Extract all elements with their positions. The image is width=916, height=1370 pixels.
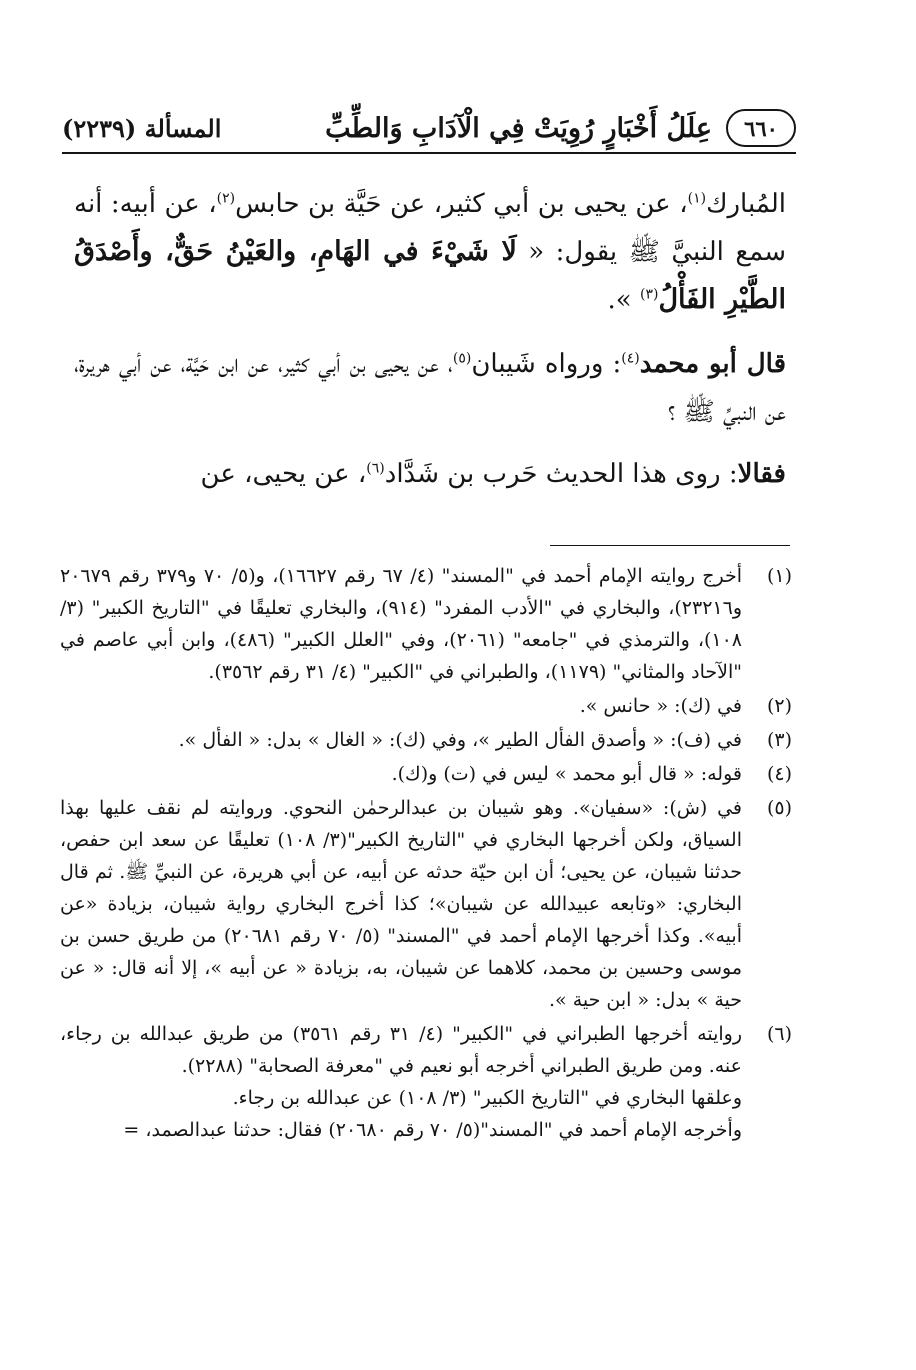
- footnote-item: [60, 1018, 792, 1146]
- text-run: ».: [607, 285, 640, 315]
- footnote-line: قوله: « قال أبو محمد » ليس في (ت) و(ك).: [391, 763, 742, 785]
- footnote-item: [60, 690, 792, 722]
- footnote-line: وأخرجه الإمام أحمد في "المسند"(٥/ ٧٠ رقم ٢٠٦٨٠) فقال: حدثنا عبدالصمد، =: [123, 1119, 742, 1141]
- footnote-text: [60, 758, 742, 790]
- issue-number: المسألة (٢٢٣٩): [62, 113, 222, 143]
- footnote-line: في (ف): « وأصدق الفأل الطير »، وفي (ك): « الغال » بدل: « الفأل ».: [178, 729, 742, 751]
- footnote-marker: (٤): [621, 350, 640, 367]
- footnote-item: [60, 560, 792, 688]
- footnote-marker: (٦): [366, 460, 385, 477]
- paragraph-question: [74, 340, 786, 436]
- footnote-line: أخرج روايته الإمام أحمد في "المسند" (٤/ ٦٧ رقم ١٦٦٢٧)، و(٥/ ٧٠ و٣٧٩ رقم ٢٠٦٧٩ و٢٣٢١٦)، والبخاري في "الأدب المفرد" (٩١٤)، والبخاري تعليقًا في "التاريخ الكبير" (٣/ ١٠٨)، والترمذي في "جامعه" (٢٠٦١)، وفي "العلل الكبير" (٤٨٦)، وابن أبي عاصم في "الآحاد والمثاني" (١١٧٩)، والطبراني في "الكبير" (٤/ ٣١ رقم ٣٥٦٢).: [60, 565, 742, 683]
- footnote-text: [60, 1018, 742, 1146]
- text-run: المُبارك: [706, 189, 786, 219]
- footnote-number: (٢): [766, 695, 792, 717]
- footnote-number: (٤): [766, 763, 792, 785]
- footnote-marker: (٣): [639, 286, 659, 303]
- footnote-item: [60, 758, 792, 790]
- text-run: : روى هذا الحديث حَرب بن شَدَّاد: [384, 459, 738, 489]
- footnote-text: [60, 690, 742, 722]
- text-run: ، عن يحيى بن أبي كثير، عن حَيَّة بن حابس: [235, 189, 688, 219]
- footnotes: [60, 560, 792, 1148]
- page-header: [62, 106, 796, 150]
- header-divider: [62, 152, 796, 154]
- footnote-number: (٥): [766, 797, 792, 819]
- footnote-number: (٦): [766, 1023, 792, 1045]
- footnote-marker: (٢): [216, 190, 236, 207]
- footnote-line: وعلقها البخاري في "التاريخ الكبير" (٣/ ١٠٨) عن عبدالله بن رجاء.: [232, 1087, 742, 1109]
- footnote-marker: (٥): [452, 350, 472, 367]
- footnote-text: [60, 792, 742, 1016]
- text-run: ، عن يحيى بن أبي كثير، عن ابن حَيَّة، عن أبي هريرة، عن النبيِّ ﷺ ؟: [74, 349, 786, 427]
- footnote-line: في (ش): «سفيان». وهو شيبان بن عبدالرحمٰن النحوي. وروايته لم نقف عليها بهذا السياق، ولكن أخرجها البخاري في "التاريخ الكبير"(٣/ ١٠٨) تعليقًا عن سعد ابن حفص، حدثنا شيبان، عن يحيى؛ أن ابن حيّة حدثه عن أبيه، عن أبي هريرة، عن النبيِّ ﷺ. ثم قال البخاري: «وتابعه عبيدالله عن شيبان»؛ كذا أخرج البخاري رواية شيبان، بزيادة «عن أبيه». وكذا أخرجها الإمام أحمد في "المسند" (٥/ ٧٠ رقم ٢٠٦٨١) من طريق حسن بن موسى وحسين بن محمد، كلاهما عن شيبان، به، بزيادة « عن أبيه »، إلا أنه قال: « عن حية » بدل: « ابن حية ».: [60, 797, 742, 1011]
- speaker-label: فقالا: [737, 459, 786, 489]
- running-title: عِلَلُ أَخْبَارٍ رُوِيَتْ فِي الْآدَابِ وَالطِّبِّ: [325, 112, 712, 144]
- paragraph-hadith: [74, 180, 786, 324]
- footnote-line: روايته أخرجها الطبراني في "الكبير" (٤/ ٣١ رقم ٣٥٦١) من طريق عبدالله بن رجاء، عنه. ومن طريق الطبراني أخرجه أبو نعيم في "معرفة الصحابة" (٢٢٨٨).: [60, 1023, 742, 1077]
- footnote-line: في (ك): « حانس ».: [579, 695, 742, 717]
- paragraph-answer: [74, 450, 786, 498]
- text-run: ، عن يحيى، عن: [200, 459, 367, 489]
- speaker-label: قال أبو محمد: [639, 349, 787, 379]
- footnote-marker: (١): [687, 190, 707, 207]
- footnote-text: [60, 560, 742, 688]
- footnote-text: [60, 724, 742, 756]
- footnote-item: [60, 724, 792, 756]
- main-text: [74, 180, 786, 512]
- footnote-number: (١): [766, 565, 792, 587]
- text-run: ، عن أبيه: أنه سمع النبيَّ ﷺ يقول: «: [74, 189, 786, 267]
- footnote-separator: [550, 545, 790, 546]
- page-number: ٦٦٠: [726, 109, 796, 147]
- footnote-number: (٣): [766, 729, 792, 751]
- text-run: : ورواه شَيبان: [471, 349, 622, 379]
- hadith-text: لَا شَيْءَ في الهَامِ، والعَيْنُ حَقٌّ، وأَصْدَقُ الطَّيْرِ الفَأْلُ: [74, 236, 786, 315]
- footnote-item: [60, 792, 792, 1016]
